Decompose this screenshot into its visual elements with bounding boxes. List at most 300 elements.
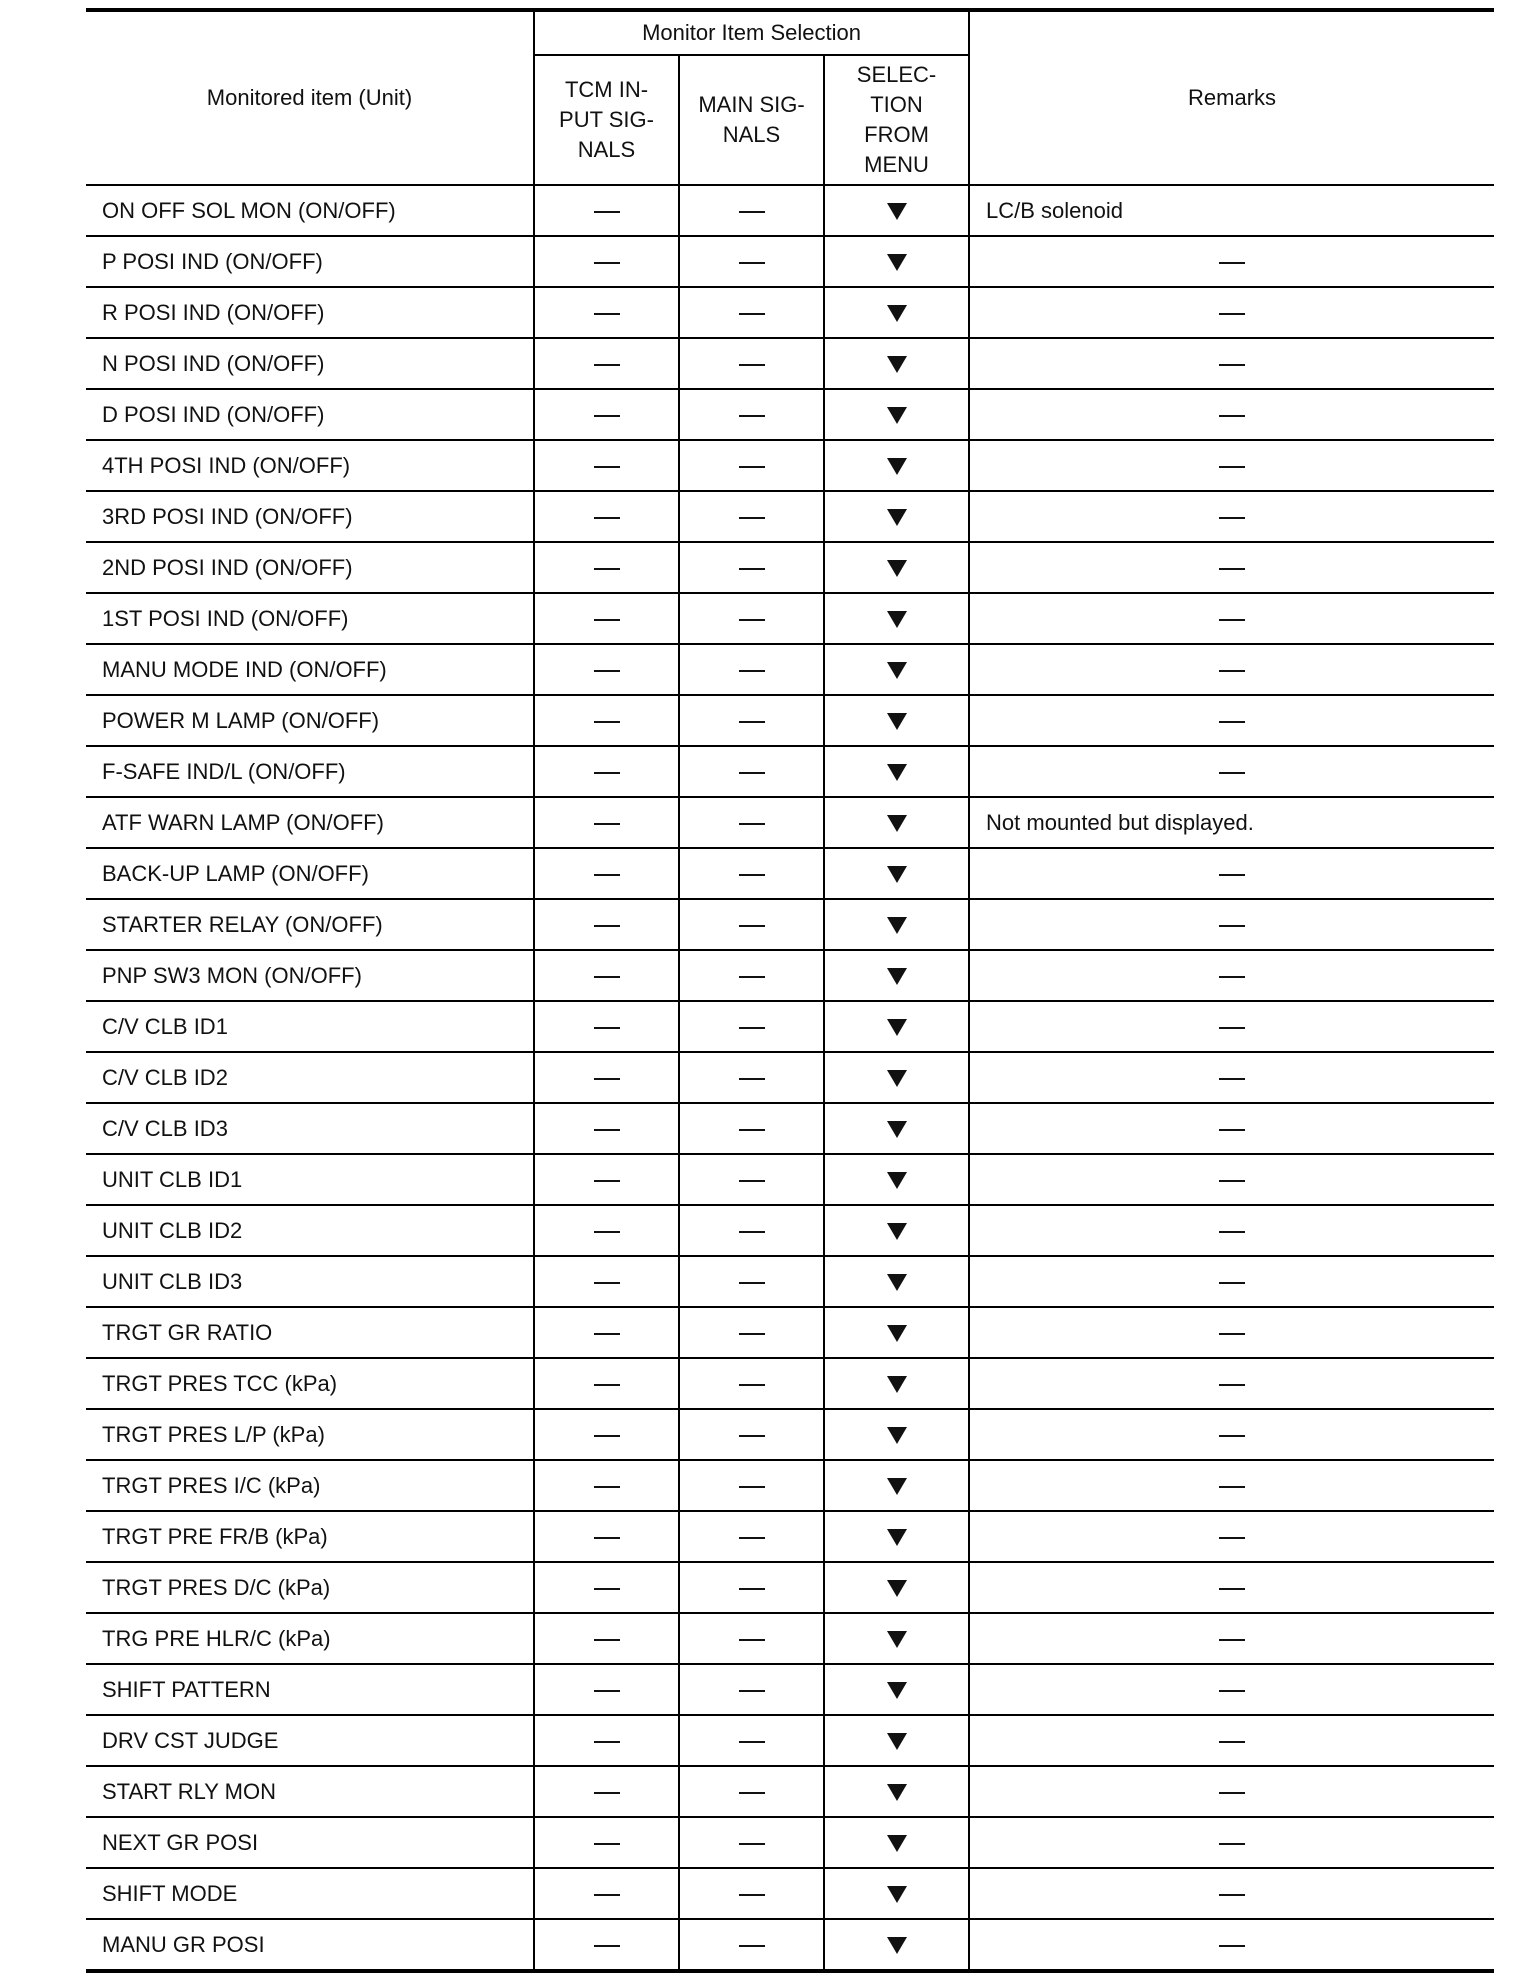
selection-from-menu-cell bbox=[824, 695, 969, 746]
table-row bbox=[86, 1613, 1494, 1664]
tcm-input-cell bbox=[534, 236, 679, 287]
tcm-input-cell bbox=[534, 899, 679, 950]
tcm-input-cell bbox=[534, 1919, 679, 1971]
remarks-cell bbox=[969, 389, 1494, 440]
tcm-input-cell bbox=[534, 1664, 679, 1715]
main-signals-cell bbox=[679, 695, 824, 746]
monitored-item-cell: ATF WARN LAMP (ON/OFF) bbox=[86, 797, 534, 848]
em-dash-icon bbox=[1219, 1537, 1245, 1539]
em-dash-icon bbox=[1219, 619, 1245, 621]
down-triangle-icon bbox=[887, 1733, 907, 1750]
table-row bbox=[86, 1256, 1494, 1307]
down-triangle-icon bbox=[887, 1223, 907, 1240]
down-triangle-icon bbox=[887, 1835, 907, 1852]
down-triangle-icon bbox=[887, 968, 907, 985]
em-dash-icon bbox=[1219, 364, 1245, 366]
em-dash-icon bbox=[594, 976, 620, 978]
em-dash-icon bbox=[594, 517, 620, 519]
main-signals-cell bbox=[679, 1460, 824, 1511]
down-triangle-icon bbox=[887, 1937, 907, 1954]
em-dash-icon bbox=[594, 211, 620, 213]
monitored-item-cell: TRGT PRES D/C (kPa) bbox=[86, 1562, 534, 1613]
down-triangle-icon bbox=[887, 1784, 907, 1801]
em-dash-icon bbox=[594, 262, 620, 264]
main-signals-cell bbox=[679, 1358, 824, 1409]
down-triangle-icon bbox=[887, 1325, 907, 1342]
main-signals-cell bbox=[679, 1715, 824, 1766]
em-dash-icon bbox=[594, 1333, 620, 1335]
em-dash-icon bbox=[1219, 517, 1245, 519]
em-dash-icon bbox=[594, 415, 620, 417]
monitored-item-cell: 1ST POSI IND (ON/OFF) bbox=[86, 593, 534, 644]
selection-from-menu-cell bbox=[824, 1307, 969, 1358]
down-triangle-icon bbox=[887, 407, 907, 424]
table-row bbox=[86, 1358, 1494, 1409]
tcm-input-cell bbox=[534, 185, 679, 236]
selection-from-menu-cell bbox=[824, 593, 969, 644]
em-dash-icon bbox=[1219, 670, 1245, 672]
main-signals-cell bbox=[679, 848, 824, 899]
tcm-input-cell bbox=[534, 593, 679, 644]
em-dash-icon bbox=[739, 1282, 765, 1284]
monitored-item-cell: SHIFT PATTERN bbox=[86, 1664, 534, 1715]
em-dash-icon bbox=[1219, 772, 1245, 774]
remarks-cell bbox=[969, 338, 1494, 389]
em-dash-icon bbox=[739, 1231, 765, 1233]
monitored-item-cell: 4TH POSI IND (ON/OFF) bbox=[86, 440, 534, 491]
remarks-cell: LC/B solenoid bbox=[969, 185, 1494, 236]
down-triangle-icon bbox=[887, 1376, 907, 1393]
main-signals-cell bbox=[679, 1256, 824, 1307]
down-triangle-icon bbox=[887, 815, 907, 832]
monitored-item-cell: D POSI IND (ON/OFF) bbox=[86, 389, 534, 440]
main-signals-cell bbox=[679, 1307, 824, 1358]
em-dash-icon bbox=[594, 874, 620, 876]
selection-from-menu-cell bbox=[824, 491, 969, 542]
table-row bbox=[86, 1715, 1494, 1766]
em-dash-icon bbox=[594, 1537, 620, 1539]
remarks-cell bbox=[969, 1868, 1494, 1919]
selection-from-menu-cell bbox=[824, 950, 969, 1001]
table-row bbox=[86, 1205, 1494, 1256]
tcm-input-cell bbox=[534, 440, 679, 491]
main-signals-cell bbox=[679, 1154, 824, 1205]
tcm-input-cell bbox=[534, 1307, 679, 1358]
selection-from-menu-cell bbox=[824, 1817, 969, 1868]
down-triangle-icon bbox=[887, 254, 907, 271]
em-dash-icon bbox=[739, 1333, 765, 1335]
remarks-cell bbox=[969, 1613, 1494, 1664]
main-signals-cell bbox=[679, 1205, 824, 1256]
tcm-input-cell bbox=[534, 1103, 679, 1154]
selection-from-menu-cell bbox=[824, 1715, 969, 1766]
remarks-cell bbox=[969, 542, 1494, 593]
monitored-item-cell: TRGT PRES L/P (kPa) bbox=[86, 1409, 534, 1460]
em-dash-icon bbox=[1219, 1486, 1245, 1488]
em-dash-icon bbox=[739, 313, 765, 315]
remarks-cell bbox=[969, 746, 1494, 797]
main-signals-cell bbox=[679, 185, 824, 236]
em-dash-icon bbox=[1219, 1639, 1245, 1641]
remarks-cell bbox=[969, 1103, 1494, 1154]
remarks-cell bbox=[969, 1919, 1494, 1971]
down-triangle-icon bbox=[887, 1274, 907, 1291]
em-dash-icon bbox=[594, 1078, 620, 1080]
em-dash-icon bbox=[739, 1792, 765, 1794]
main-signals-cell bbox=[679, 1103, 824, 1154]
em-dash-icon bbox=[739, 415, 765, 417]
down-triangle-icon bbox=[887, 611, 907, 628]
em-dash-icon bbox=[1219, 415, 1245, 417]
em-dash-icon bbox=[594, 925, 620, 927]
em-dash-icon bbox=[739, 1690, 765, 1692]
monitored-item-cell: MANU GR POSI bbox=[102, 1931, 265, 1957]
em-dash-icon bbox=[594, 1843, 620, 1845]
monitored-item-cell: F-SAFE IND/L (ON/OFF) bbox=[86, 746, 534, 797]
table-body bbox=[86, 185, 1494, 1971]
em-dash-icon bbox=[1219, 1282, 1245, 1284]
monitored-item-cell: P POSI IND (ON/OFF) bbox=[86, 236, 534, 287]
em-dash-icon bbox=[1219, 1894, 1245, 1896]
remarks-cell bbox=[969, 1460, 1494, 1511]
em-dash-icon bbox=[594, 466, 620, 468]
em-dash-icon bbox=[1219, 568, 1245, 570]
remarks-cell bbox=[969, 899, 1494, 950]
em-dash-icon bbox=[739, 1078, 765, 1080]
table-row bbox=[86, 644, 1494, 695]
monitored-item-cell: TRGT PRE FR/B (kPa) bbox=[86, 1511, 534, 1562]
em-dash-icon bbox=[1219, 721, 1245, 723]
table-row bbox=[86, 1307, 1494, 1358]
selection-from-menu-cell bbox=[824, 1766, 969, 1817]
tcm-input-cell bbox=[534, 1460, 679, 1511]
monitored-item-cell: NEXT GR POSI bbox=[86, 1817, 534, 1868]
table-row bbox=[86, 440, 1494, 491]
em-dash-icon bbox=[594, 721, 620, 723]
main-signals-cell bbox=[679, 593, 824, 644]
em-dash-icon bbox=[739, 1384, 765, 1386]
table-row bbox=[86, 1664, 1494, 1715]
selection-from-menu-cell bbox=[824, 644, 969, 695]
em-dash-icon bbox=[739, 925, 765, 927]
remarks-cell bbox=[969, 1205, 1494, 1256]
main-signals-cell bbox=[679, 1409, 824, 1460]
em-dash-icon bbox=[1219, 1027, 1245, 1029]
em-dash-icon bbox=[1219, 1843, 1245, 1845]
monitored-item-cell: ON OFF SOL MON (ON/OFF) bbox=[86, 185, 534, 236]
main-signals-cell bbox=[679, 236, 824, 287]
remarks-cell bbox=[969, 287, 1494, 338]
down-triangle-icon bbox=[887, 1478, 907, 1495]
down-triangle-icon bbox=[887, 662, 907, 679]
selection-from-menu-cell bbox=[824, 542, 969, 593]
selection-from-menu-cell bbox=[824, 1358, 969, 1409]
em-dash-icon bbox=[594, 1639, 620, 1641]
em-dash-icon bbox=[594, 313, 620, 315]
tcm-input-cell bbox=[534, 950, 679, 1001]
table-row bbox=[86, 1052, 1494, 1103]
em-dash-icon bbox=[1219, 1792, 1245, 1794]
tcm-input-cell bbox=[534, 287, 679, 338]
main-signals-cell bbox=[679, 1664, 824, 1715]
down-triangle-icon bbox=[887, 866, 907, 883]
table-row bbox=[86, 185, 1494, 236]
em-dash-icon bbox=[1219, 1435, 1245, 1437]
tcm-input-cell bbox=[534, 695, 679, 746]
main-signals-cell bbox=[679, 899, 824, 950]
remarks-cell bbox=[969, 950, 1494, 1001]
selection-from-menu-cell bbox=[824, 185, 969, 236]
em-dash-icon bbox=[739, 1945, 765, 1947]
em-dash-icon bbox=[739, 211, 765, 213]
em-dash-icon bbox=[739, 262, 765, 264]
em-dash-icon bbox=[594, 1180, 620, 1182]
selection-from-menu-cell bbox=[824, 1919, 969, 1971]
selection-from-menu-cell bbox=[824, 1205, 969, 1256]
remarks-cell bbox=[969, 1766, 1494, 1817]
header-monitor-item-selection: Monitor Item Selection bbox=[534, 10, 969, 55]
main-signals-cell bbox=[679, 1613, 824, 1664]
em-dash-icon bbox=[594, 670, 620, 672]
tcm-input-cell bbox=[534, 1868, 679, 1919]
remarks-cell bbox=[969, 440, 1494, 491]
down-triangle-icon bbox=[887, 356, 907, 373]
main-signals-cell bbox=[679, 1817, 824, 1868]
em-dash-icon bbox=[1219, 1384, 1245, 1386]
em-dash-icon bbox=[594, 568, 620, 570]
em-dash-icon bbox=[1219, 1078, 1245, 1080]
monitored-item-cell: TRGT PRES TCC (kPa) bbox=[86, 1358, 534, 1409]
down-triangle-icon bbox=[887, 764, 907, 781]
em-dash-icon bbox=[594, 1741, 620, 1743]
selection-from-menu-cell bbox=[824, 1664, 969, 1715]
em-dash-icon bbox=[1219, 1180, 1245, 1182]
em-dash-icon bbox=[1219, 1945, 1245, 1947]
tcm-input-cell bbox=[534, 797, 679, 848]
tcm-input-cell bbox=[534, 1766, 679, 1817]
em-dash-icon bbox=[594, 1282, 620, 1284]
remarks-cell bbox=[969, 1664, 1494, 1715]
down-triangle-icon bbox=[887, 1529, 907, 1546]
table-row bbox=[86, 593, 1494, 644]
monitored-item-cell: TRGT GR RATIO bbox=[86, 1307, 534, 1358]
em-dash-icon bbox=[739, 1537, 765, 1539]
tcm-input-cell bbox=[534, 1613, 679, 1664]
tcm-input-cell bbox=[534, 1715, 679, 1766]
tcm-input-cell bbox=[534, 1001, 679, 1052]
em-dash-icon bbox=[594, 823, 620, 825]
main-signals-cell bbox=[679, 1919, 824, 1971]
down-triangle-icon bbox=[887, 1427, 907, 1444]
remarks-cell bbox=[969, 1409, 1494, 1460]
monitored-item-cell: START RLY MON bbox=[86, 1766, 534, 1817]
em-dash-icon bbox=[739, 1027, 765, 1029]
monitored-item-cell: TRG PRE HLR/C (kPa) bbox=[86, 1613, 534, 1664]
tcm-input-cell bbox=[534, 1409, 679, 1460]
main-signals-cell bbox=[679, 1766, 824, 1817]
main-signals-cell bbox=[679, 1001, 824, 1052]
tcm-input-cell bbox=[534, 1562, 679, 1613]
remarks-cell bbox=[969, 695, 1494, 746]
monitored-item-cell: C/V CLB ID1 bbox=[86, 1001, 534, 1052]
em-dash-icon bbox=[739, 976, 765, 978]
monitored-item-cell: 3RD POSI IND (ON/OFF) bbox=[86, 491, 534, 542]
em-dash-icon bbox=[594, 364, 620, 366]
selection-from-menu-cell bbox=[824, 1154, 969, 1205]
selection-from-menu-cell bbox=[824, 899, 969, 950]
table-row bbox=[86, 1868, 1494, 1919]
em-dash-icon bbox=[594, 1690, 620, 1692]
tcm-input-cell bbox=[534, 1358, 679, 1409]
em-dash-icon bbox=[1219, 1333, 1245, 1335]
table-row bbox=[86, 695, 1494, 746]
monitored-item-cell: SHIFT MODE bbox=[86, 1868, 534, 1919]
table-row bbox=[86, 1511, 1494, 1562]
tcm-input-cell bbox=[534, 1817, 679, 1868]
selection-from-menu-cell bbox=[824, 1052, 969, 1103]
down-triangle-icon bbox=[887, 1580, 907, 1597]
em-dash-icon bbox=[739, 1588, 765, 1590]
monitored-item-cell: UNIT CLB ID3 bbox=[86, 1256, 534, 1307]
em-dash-icon bbox=[739, 1894, 765, 1896]
em-dash-icon bbox=[739, 1435, 765, 1437]
main-signals-cell bbox=[679, 1052, 824, 1103]
em-dash-icon bbox=[594, 619, 620, 621]
down-triangle-icon bbox=[887, 560, 907, 577]
em-dash-icon bbox=[1219, 1129, 1245, 1131]
header-tcm-input-signals: TCM IN- PUT SIG- NALS bbox=[534, 55, 679, 185]
remarks-cell bbox=[969, 1817, 1494, 1868]
remarks-cell bbox=[969, 1307, 1494, 1358]
table-row bbox=[86, 1562, 1494, 1613]
em-dash-icon bbox=[594, 1435, 620, 1437]
main-signals-cell bbox=[679, 644, 824, 695]
em-dash-icon bbox=[739, 1639, 765, 1641]
tcm-input-cell bbox=[534, 491, 679, 542]
table-row bbox=[86, 797, 1494, 848]
em-dash-icon bbox=[594, 1945, 620, 1947]
table-row bbox=[86, 491, 1494, 542]
main-signals-cell bbox=[679, 542, 824, 593]
table-row bbox=[86, 1766, 1494, 1817]
selection-from-menu-cell bbox=[824, 848, 969, 899]
em-dash-icon bbox=[1219, 1690, 1245, 1692]
em-dash-icon bbox=[594, 772, 620, 774]
em-dash-icon bbox=[594, 1792, 620, 1794]
main-signals-cell bbox=[679, 389, 824, 440]
em-dash-icon bbox=[739, 364, 765, 366]
remarks-cell bbox=[969, 236, 1494, 287]
down-triangle-icon bbox=[887, 1886, 907, 1903]
remarks-cell bbox=[969, 1358, 1494, 1409]
em-dash-icon bbox=[739, 874, 765, 876]
tcm-input-cell bbox=[534, 848, 679, 899]
selection-from-menu-cell bbox=[824, 1562, 969, 1613]
monitored-item-cell: TRGT PRES I/C (kPa) bbox=[86, 1460, 534, 1511]
monitored-item-cell: C/V CLB ID3 bbox=[86, 1103, 534, 1154]
selection-from-menu-cell bbox=[824, 338, 969, 389]
em-dash-icon bbox=[739, 1129, 765, 1131]
em-dash-icon bbox=[594, 1384, 620, 1386]
monitored-item-cell: N POSI IND (ON/OFF) bbox=[86, 338, 534, 389]
em-dash-icon bbox=[739, 1843, 765, 1845]
em-dash-icon bbox=[594, 1231, 620, 1233]
down-triangle-icon bbox=[887, 917, 907, 934]
monitored-item-cell: POWER M LAMP (ON/OFF) bbox=[86, 695, 534, 746]
em-dash-icon bbox=[1219, 262, 1245, 264]
header-main-signals: MAIN SIG- NALS bbox=[679, 55, 824, 185]
em-dash-icon bbox=[594, 1486, 620, 1488]
em-dash-icon bbox=[1219, 313, 1245, 315]
header-selection-from-menu: SELEC- TION FROM MENU bbox=[824, 55, 969, 185]
remarks-cell bbox=[969, 1562, 1494, 1613]
main-signals-cell bbox=[679, 287, 824, 338]
monitored-item-cell: STARTER RELAY (ON/OFF) bbox=[86, 899, 534, 950]
em-dash-icon bbox=[739, 772, 765, 774]
em-dash-icon bbox=[739, 466, 765, 468]
selection-from-menu-cell bbox=[824, 1103, 969, 1154]
tcm-input-cell bbox=[534, 1052, 679, 1103]
down-triangle-icon bbox=[887, 1019, 907, 1036]
selection-from-menu-cell bbox=[824, 389, 969, 440]
table-row bbox=[86, 746, 1494, 797]
remarks-cell bbox=[969, 1715, 1494, 1766]
tcm-input-cell bbox=[534, 1511, 679, 1562]
table-row bbox=[86, 848, 1494, 899]
selection-from-menu-cell bbox=[824, 440, 969, 491]
table-row bbox=[86, 1817, 1494, 1868]
monitored-item-cell: 2ND POSI IND (ON/OFF) bbox=[86, 542, 534, 593]
em-dash-icon bbox=[739, 619, 765, 621]
em-dash-icon bbox=[594, 1894, 620, 1896]
table-row bbox=[86, 1103, 1494, 1154]
main-signals-cell bbox=[679, 746, 824, 797]
selection-from-menu-cell bbox=[824, 746, 969, 797]
down-triangle-icon bbox=[887, 1070, 907, 1087]
main-signals-cell bbox=[679, 1511, 824, 1562]
down-triangle-icon bbox=[887, 458, 907, 475]
table-row bbox=[86, 1154, 1494, 1205]
em-dash-icon bbox=[1219, 466, 1245, 468]
down-triangle-icon bbox=[887, 713, 907, 730]
main-signals-cell bbox=[679, 1562, 824, 1613]
remarks-cell bbox=[969, 1001, 1494, 1052]
table-row bbox=[86, 1409, 1494, 1460]
em-dash-icon bbox=[739, 1180, 765, 1182]
em-dash-icon bbox=[739, 823, 765, 825]
tcm-input-cell bbox=[534, 542, 679, 593]
table-row bbox=[86, 542, 1494, 593]
tcm-input-cell bbox=[534, 1256, 679, 1307]
em-dash-icon bbox=[739, 568, 765, 570]
selection-from-menu-cell bbox=[824, 1868, 969, 1919]
remarks-cell bbox=[969, 644, 1494, 695]
main-signals-cell bbox=[679, 440, 824, 491]
main-signals-cell bbox=[679, 1868, 824, 1919]
main-signals-cell bbox=[679, 950, 824, 1001]
remarks-cell bbox=[969, 491, 1494, 542]
em-dash-icon bbox=[594, 1027, 620, 1029]
table-row bbox=[86, 338, 1494, 389]
table-row bbox=[86, 950, 1494, 1001]
em-dash-icon bbox=[1219, 1231, 1245, 1233]
main-signals-cell bbox=[679, 491, 824, 542]
tcm-input-cell bbox=[534, 338, 679, 389]
down-triangle-icon bbox=[887, 1121, 907, 1138]
monitored-item-cell: PNP SW3 MON (ON/OFF) bbox=[86, 950, 534, 1001]
monitor-item-table bbox=[86, 8, 1494, 1973]
down-triangle-icon bbox=[887, 1172, 907, 1189]
